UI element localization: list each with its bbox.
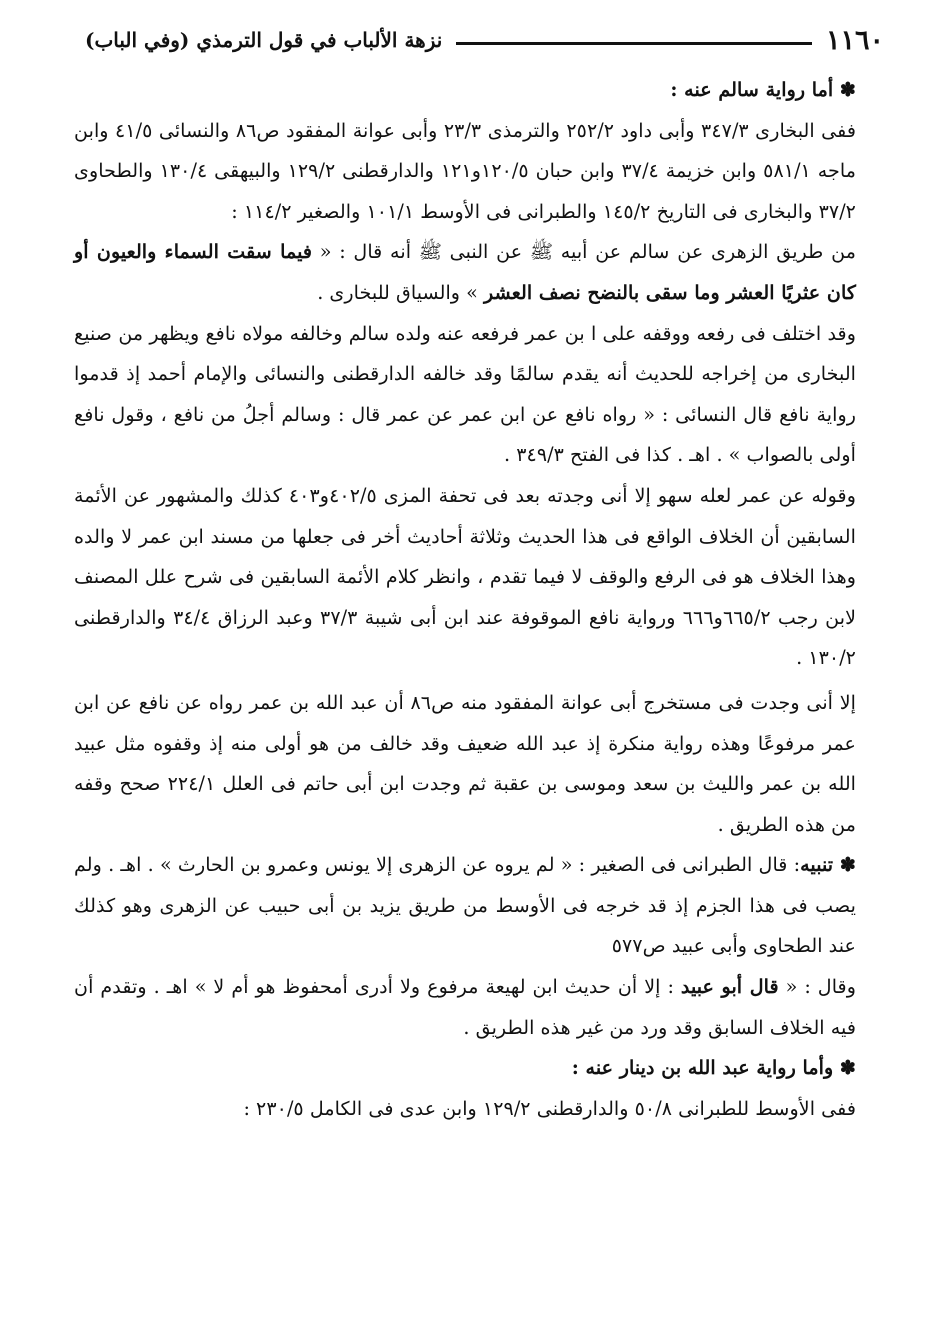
- page-body: [74, 70, 856, 1129]
- section-heading-salim: ✽ أما رواية سالم عنه :: [670, 78, 856, 101]
- paragraph-disagreement: وقد اختلف فى رفعه ووقفه على ا بن عمر فرفعه عنه ولده سالم وخالفه مولاه نافع ويظهر من صنيع البخارى من إخراجه للحديث أنه يقدم سالمًا وقد خالفه الدارقطنى والنسائى والإمام أحمد إذ قدموا رواية نافع قال النسائى : « رواه نافع عن ابن عمر عن عمر قال : وسالم أجلُ من نافع ، وقول نافع أولى بالصواب » . اهـ . كذا فى الفتح ٣٤٩/٣ .: [74, 321, 856, 467]
- page-header: [85, 20, 884, 60]
- abu-ubaid-intro: وقال : «: [778, 975, 856, 999]
- abu-ubaid-label: قال أبو عبيد: [680, 975, 779, 999]
- section-heading-abdullah-dinar: ✽ وأما رواية عبد الله بن دينار عنه :: [571, 1056, 856, 1080]
- tanbih-label: ✽ تنبيه: [800, 853, 856, 877]
- paragraph-hadith-text: [74, 232, 856, 313]
- paragraph-sources-abdullah-dinar: ففى الأوسط للطبرانى ٥٠/٨ والدارقطنى ١٢٩/٢ وابن عدى فى الكامل ٢٣٠/٥ :: [243, 1096, 856, 1120]
- paragraph-abu-awana: إلا أنى وجدت فى مستخرج أبى عوانة المفقود منه ص٨٦ أن عبد الله بن عمر رواه عن نافع عن ابن عمر مرفوعًا وهذه رواية منكرة إذ عبد الله ضعيف وقد خالف من هو أولى منه إذ وقفوه مثل عبيد الله بن عمر والليث بن سعد وموسى بن عقبة ثم وجدت ابن أبى حاتم فى العلل ٢٢٤/١ صحح وقفه من هذه الطريق .: [74, 690, 856, 836]
- paragraph-abu-ubaid: [74, 967, 856, 1048]
- running-title: نزهة الألباب في قول الترمذي (وفي الباب): [85, 28, 443, 52]
- hadith-outro: » والسياق للبخارى .: [317, 280, 485, 304]
- paragraph-sources-salim: ففى البخارى ٣٤٧/٣ وأبى داود ٢٥٢/٢ والترمذى ٢٣/٣ وأبى عوانة المفقود ص٨٦ والنسائى ٤١/٥ وابن ماجه ٥٨١/١ وابن خزيمة ٣٧/٤ وابن حبان ١٢٠/٥و١٢١ والدارقطنى ١٢٩/٢ والبيهقى ١٣٠/٤ والطحاوى ٣٧/٢ والبخارى فى التاريخ ١٤٥/٢ والطبرانى فى الأوسط ١٠١/١ والصغير ١١٤/٢ :: [74, 118, 856, 223]
- hadith-intro: من طريق الزهرى عن سالم عن أبيه ﷺ عن النبى ﷺ أنه قال : «: [312, 240, 856, 264]
- hadith-matn: فيما سقت السماء والعيون أو كان عثريًا العشر وما سقى بالنضح نصف العشر: [74, 240, 856, 304]
- paragraph-tanbih: [74, 845, 856, 967]
- abu-ubaid-text: : إلا أن حديث ابن لهيعة مرفوع ولا أدرى أمحفوظ هو أم لا » اهـ . وتقدم أن فيه الخلاف السابق وقد ورد من غير هذه الطريق .: [74, 975, 856, 1039]
- paragraph-tuhfa-note: وقوله عن عمر لعله سهو إلا أنى وجدته بعد فى تحفة المزى ٤٠٢/٥و٤٠٣ كذلك والمشهور عن الأئمة السابقين أن الخلاف الواقع فى هذا الحديث وثلاثة أحاديث أخر فى جعلها من مسند ابن عمر لا والده وهذا الخلاف هو فى الرفع والوقف لا فيما تقدم ، وانظر كلام الأئمة السابقين فى شرح علل المصنف لابن رجب ٦٦٥/٢و٦٦٦ ورواية نافع الموقوفة عند ابن أبى شيبة ٣٧/٣ وعبد الرزاق ٣٤/٤ والدارقطنى ١٣٠/٢ .: [74, 483, 857, 670]
- header-rule: [456, 42, 812, 45]
- tanbih-text: : قال الطبرانى فى الصغير : « لم يروه عن الزهرى إلا يونس وعمرو بن الحارث » . اهـ . ولم يصب فى هذا الجزم إذ قد خرجه فى الأوسط من طريق يزيد بن أبى حبيب عن الزهرى وهو كذلك عند الطحاوى وأبى عبيد ص٥٧٧: [74, 853, 856, 958]
- page-number: ١١٦٠: [825, 24, 884, 56]
